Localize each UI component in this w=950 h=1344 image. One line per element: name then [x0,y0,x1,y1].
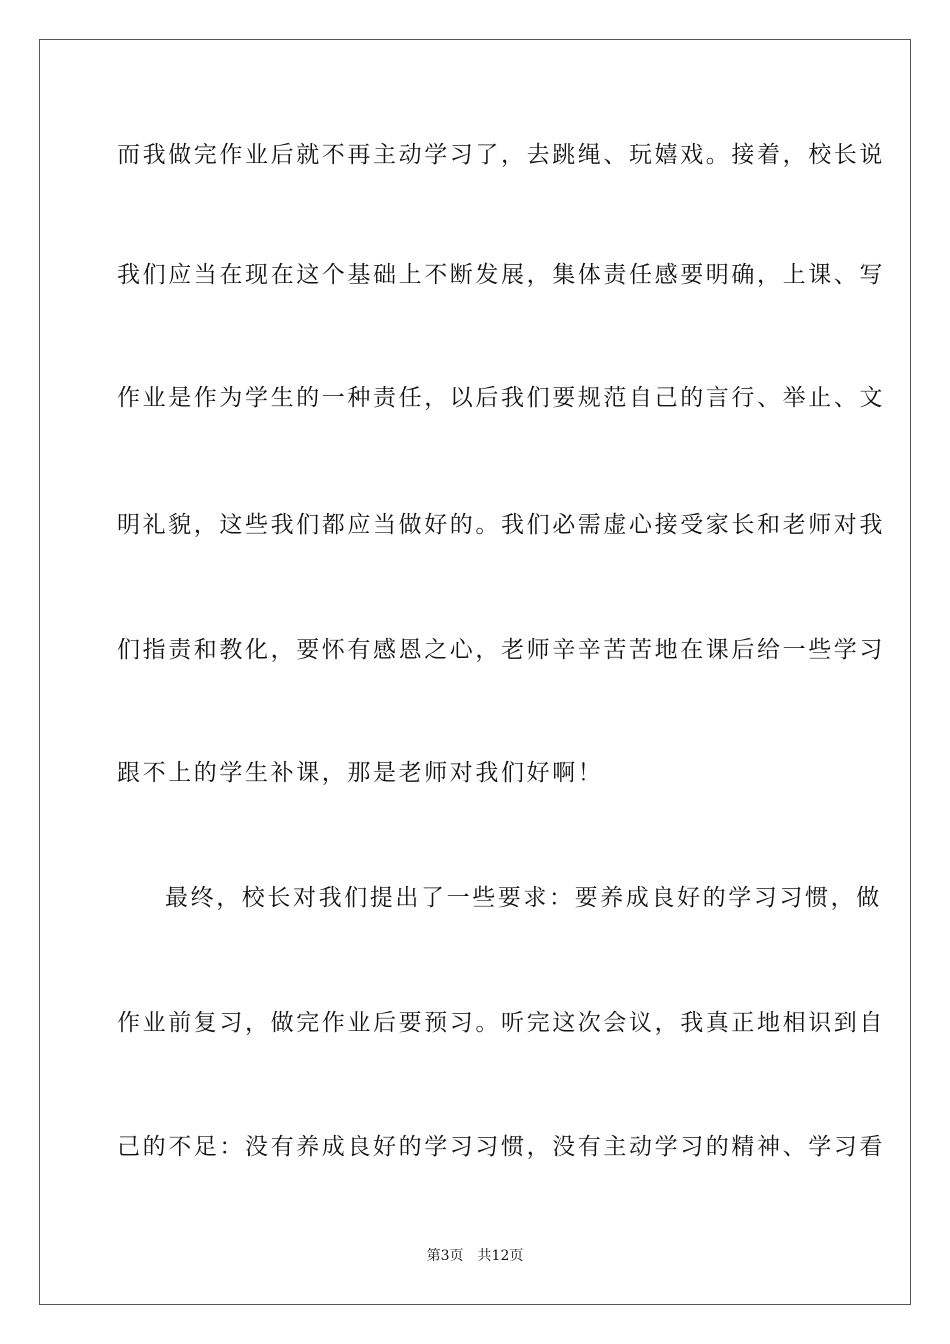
body-text-line-5: 们指责和教化，要怀有感恩之心，老师辛辛苦苦地在课后给一些学习 [117,637,885,663]
body-text-line-3: 作业是作为学生的一种责任，以后我们要规范自己的言行、举止、文 [117,385,885,411]
body-text-line-6: 跟不上的学生补课，那是老师对我们好啊！ [117,760,604,786]
page-footer [0,1247,950,1265]
body-text-line-8: 作业前复习，做完作业后要预习。听完这次会议，我真正地相识到自 [117,1010,885,1036]
body-text-line-1: 而我做完作业后就不再主动学习了，去跳绳、玩嬉戏。接着，校长说 [117,142,885,168]
page-border [39,39,911,1305]
body-text-line-7-paragraph-start: 最终，校长对我们提出了一些要求：要养成良好的学习习惯，做 [165,885,882,911]
body-text-line-4: 明礼貌，这些我们都应当做好的。我们必需虚心接受家长和老师对我 [117,512,885,538]
total-pages-label: 共12页 [477,1248,524,1264]
body-text-line-2: 我们应当在现在这个基础上不断发展，集体责任感要明确，上课、写 [117,262,885,288]
page-number-label: 第3页 [426,1248,464,1264]
body-text-line-9: 己的不足：没有养成良好的学习习惯，没有主动学习的精神、学习看 [117,1134,885,1160]
